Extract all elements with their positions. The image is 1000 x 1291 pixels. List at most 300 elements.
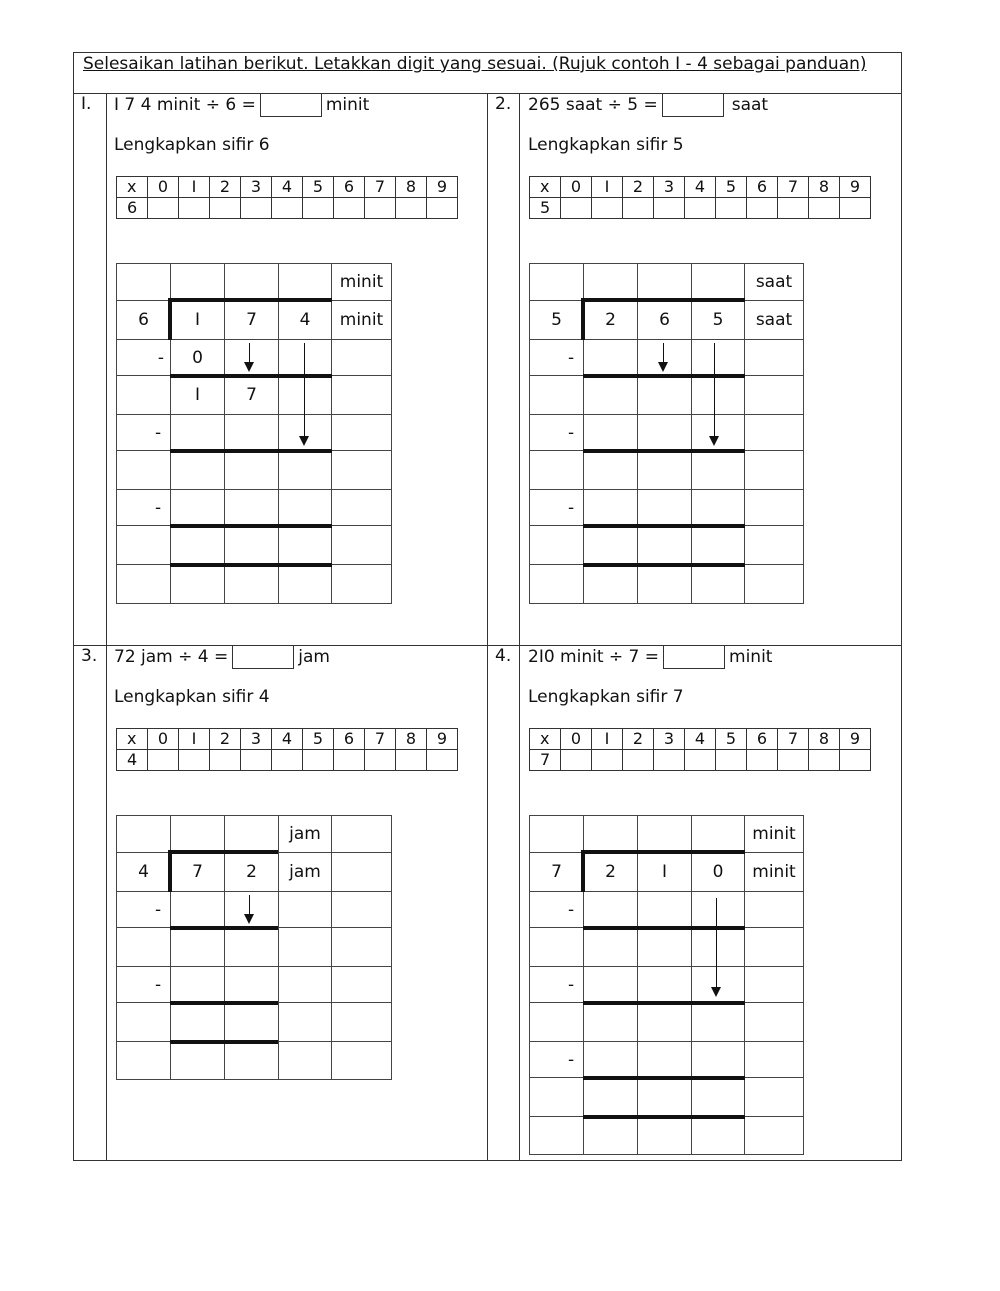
table-answer-cell[interactable] xyxy=(179,198,210,219)
table-header-cell: 3 xyxy=(654,177,685,198)
divisor-cell: 6 xyxy=(116,300,171,340)
table-row-label: 6 xyxy=(117,198,148,219)
table-header-cell: 7 xyxy=(365,729,396,750)
grid-cell xyxy=(744,927,804,967)
unit-cell: jam xyxy=(278,852,332,892)
table-header-cell: 2 xyxy=(210,177,241,198)
table-header-cell: 5 xyxy=(716,729,747,750)
division-bracket xyxy=(168,298,332,302)
answer-box[interactable] xyxy=(662,93,724,117)
table-answer-cell[interactable] xyxy=(303,198,334,219)
dividend-digit: 5 xyxy=(691,300,745,340)
grid-cell xyxy=(331,414,392,451)
table-header-cell: 6 xyxy=(334,729,365,750)
grid-cell xyxy=(529,564,584,604)
work-cell[interactable] xyxy=(637,927,692,967)
unit-label: jam xyxy=(298,647,330,667)
table-header-cell: x xyxy=(530,729,561,750)
work-cell[interactable] xyxy=(170,414,225,451)
work-cell[interactable] xyxy=(691,1116,745,1155)
table-answer-cell[interactable] xyxy=(809,750,840,771)
table-header-cell: 9 xyxy=(840,177,871,198)
work-cell[interactable] xyxy=(278,339,332,376)
work-cell[interactable] xyxy=(637,891,692,928)
table-answer-cell[interactable] xyxy=(840,198,871,219)
work-cell[interactable] xyxy=(637,525,692,565)
grid-cell xyxy=(116,927,171,967)
table-header-cell: 9 xyxy=(427,729,458,750)
subtraction-line xyxy=(583,926,745,930)
grid-cell xyxy=(278,1002,332,1042)
work-cell[interactable] xyxy=(637,489,692,526)
subtraction-line xyxy=(170,374,332,378)
work-cell[interactable] xyxy=(278,525,332,565)
unit-cell: saat xyxy=(744,300,804,340)
grid-cell xyxy=(529,1077,584,1117)
quotient-cell[interactable] xyxy=(224,815,279,853)
table-header-cell: 8 xyxy=(809,729,840,750)
work-cell[interactable] xyxy=(170,489,225,526)
question-equation xyxy=(528,645,772,669)
work-cell[interactable] xyxy=(637,414,692,451)
table-instruction: Lengkapkan sifir 5 xyxy=(528,135,684,155)
divisor-cell: 5 xyxy=(529,300,584,340)
work-cell[interactable] xyxy=(170,1041,225,1080)
table-header-cell: x xyxy=(530,177,561,198)
work-cell[interactable] xyxy=(583,489,638,526)
table-answer-cell[interactable] xyxy=(685,750,716,771)
work-cell[interactable] xyxy=(583,1041,638,1078)
unit-cell: saat xyxy=(744,263,804,301)
work-cell[interactable] xyxy=(691,564,745,604)
subtraction-line xyxy=(583,524,745,528)
work-cell[interactable] xyxy=(170,891,225,928)
table-answer-cell[interactable] xyxy=(210,198,241,219)
table-header-cell: 0 xyxy=(148,177,179,198)
quotient-cell[interactable] xyxy=(224,263,279,301)
table-answer-cell[interactable] xyxy=(334,198,365,219)
work-cell[interactable] xyxy=(583,414,638,451)
work-cell[interactable] xyxy=(278,450,332,490)
grid-cell xyxy=(278,891,332,928)
work-cell[interactable] xyxy=(637,966,692,1003)
grid-cell xyxy=(529,1116,584,1155)
work-cell[interactable] xyxy=(691,525,745,565)
quotient-cell[interactable] xyxy=(278,263,332,301)
division-bracket xyxy=(581,298,745,302)
table-answer-cell[interactable] xyxy=(778,750,809,771)
work-cell[interactable] xyxy=(583,375,638,415)
minus-sign: - xyxy=(116,966,171,1003)
subtraction-line xyxy=(583,1001,745,1005)
quotient-cell[interactable] xyxy=(691,263,745,301)
dividend-digit: 2 xyxy=(583,300,638,340)
table-answer-cell[interactable] xyxy=(716,198,747,219)
table-answer-cell[interactable] xyxy=(561,750,592,771)
table-row-label: 7 xyxy=(530,750,561,771)
subtraction-line xyxy=(170,1040,278,1044)
grid-cell xyxy=(744,1041,804,1078)
grid-cell xyxy=(331,375,392,415)
grid-cell xyxy=(331,489,392,526)
work-cell[interactable] xyxy=(691,966,745,1003)
table-answer-cell[interactable] xyxy=(210,750,241,771)
minus-sign: - xyxy=(116,891,171,928)
table-instruction: Lengkapkan sifir 4 xyxy=(114,687,270,707)
work-cell[interactable] xyxy=(224,450,279,490)
divisor-cell: 7 xyxy=(529,852,584,892)
work-cell[interactable] xyxy=(170,564,225,604)
work-cell[interactable] xyxy=(583,1116,638,1155)
grid-cell xyxy=(331,339,392,376)
table-answer-cell[interactable] xyxy=(148,750,179,771)
minus-sign: - xyxy=(529,1041,584,1078)
minus-sign: - xyxy=(529,489,584,526)
table-header-cell: 4 xyxy=(685,177,716,198)
multiplication-table xyxy=(529,176,871,219)
work-cell[interactable] xyxy=(170,927,225,967)
work-cell[interactable] xyxy=(278,375,332,415)
table-answer-cell[interactable] xyxy=(241,750,272,771)
grid-cell xyxy=(744,414,804,451)
unit-label: minit xyxy=(325,95,370,115)
subtraction-line xyxy=(170,524,332,528)
work-cell[interactable]: 7 xyxy=(224,375,279,415)
table-header-cell: 5 xyxy=(303,177,334,198)
grid-cell xyxy=(744,1116,804,1155)
table-header-cell: 6 xyxy=(334,177,365,198)
grid-cell xyxy=(744,489,804,526)
grid-cell xyxy=(331,1041,392,1080)
grid-cell xyxy=(331,927,392,967)
work-cell[interactable] xyxy=(637,564,692,604)
dividend-digit: 7 xyxy=(170,852,225,892)
dividend-digit: 0 xyxy=(691,852,745,892)
work-cell[interactable] xyxy=(583,339,638,376)
table-header-cell: 2 xyxy=(210,729,241,750)
work-cell[interactable] xyxy=(691,891,745,928)
dividend-digit: I xyxy=(637,852,692,892)
table-answer-cell[interactable] xyxy=(334,750,365,771)
subtraction-line xyxy=(583,563,745,567)
grid-cell xyxy=(116,450,171,490)
table-answer-cell[interactable] xyxy=(623,750,654,771)
table-answer-cell[interactable] xyxy=(396,750,427,771)
grid-cell xyxy=(278,1041,332,1080)
minus-sign: - xyxy=(529,414,584,451)
grid-cell xyxy=(331,852,392,892)
unit-label: saat xyxy=(731,95,769,115)
grid-cell xyxy=(529,525,584,565)
table-header-cell: 7 xyxy=(778,729,809,750)
unit-cell: minit xyxy=(744,852,804,892)
grid-cell xyxy=(116,815,171,853)
table-row-label: 4 xyxy=(117,750,148,771)
quotient-cell[interactable] xyxy=(583,815,638,853)
bring-down-arrow-icon xyxy=(249,895,250,922)
grid-cell xyxy=(116,564,171,604)
answer-box[interactable] xyxy=(232,645,294,669)
work-cell[interactable] xyxy=(583,1077,638,1117)
work-cell[interactable] xyxy=(583,450,638,490)
subtraction-line xyxy=(583,1115,745,1119)
work-cell[interactable] xyxy=(224,966,279,1003)
division-bracket xyxy=(168,852,172,892)
table-header-cell: 0 xyxy=(148,729,179,750)
minus-sign: - xyxy=(116,414,171,451)
grid-cell xyxy=(331,525,392,565)
table-answer-cell[interactable] xyxy=(272,750,303,771)
table-header-cell: 5 xyxy=(716,177,747,198)
equation-text: 72 jam ÷ 4 = xyxy=(114,647,229,667)
grid-cell xyxy=(529,263,584,301)
work-cell[interactable] xyxy=(583,564,638,604)
work-cell[interactable] xyxy=(583,891,638,928)
table-header-cell: 4 xyxy=(685,729,716,750)
table-row-label: 5 xyxy=(530,198,561,219)
subtraction-line xyxy=(170,449,332,453)
table-answer-cell[interactable] xyxy=(747,750,778,771)
grid-cell xyxy=(529,450,584,490)
work-cell[interactable] xyxy=(278,489,332,526)
table-answer-cell[interactable] xyxy=(747,198,778,219)
table-answer-cell[interactable] xyxy=(623,198,654,219)
bring-down-arrow-icon xyxy=(249,343,250,370)
table-answer-cell[interactable] xyxy=(272,198,303,219)
work-cell[interactable] xyxy=(691,927,745,967)
grid-cell xyxy=(331,891,392,928)
table-answer-cell[interactable] xyxy=(685,198,716,219)
table-answer-cell[interactable] xyxy=(809,198,840,219)
question-equation xyxy=(114,645,330,669)
table-header-cell: 4 xyxy=(272,177,303,198)
work-cell[interactable]: I xyxy=(170,375,225,415)
work-cell[interactable] xyxy=(691,1002,745,1042)
subtraction-line xyxy=(583,1076,745,1080)
multiplication-table xyxy=(529,728,871,771)
grid-cell xyxy=(529,815,584,853)
grid-cell xyxy=(744,525,804,565)
grid-cell xyxy=(744,339,804,376)
table-header-cell: 6 xyxy=(747,729,778,750)
grid-cell xyxy=(278,966,332,1003)
work-cell[interactable] xyxy=(691,450,745,490)
table-answer-cell[interactable] xyxy=(654,750,685,771)
question-number: I. xyxy=(81,94,92,114)
table-header-cell: 8 xyxy=(396,729,427,750)
grid-cell xyxy=(278,927,332,967)
work-cell[interactable] xyxy=(224,564,279,604)
table-header-cell: 9 xyxy=(840,729,871,750)
grid-cell xyxy=(529,927,584,967)
grid-cell xyxy=(529,375,584,415)
work-cell[interactable] xyxy=(583,1002,638,1042)
table-answer-cell[interactable] xyxy=(840,750,871,771)
divider xyxy=(487,93,488,1161)
table-header-cell: 3 xyxy=(241,177,272,198)
work-cell[interactable] xyxy=(637,1077,692,1117)
subtraction-line xyxy=(170,563,332,567)
table-answer-cell[interactable] xyxy=(396,198,427,219)
grid-cell xyxy=(744,450,804,490)
dividend-digit: 2 xyxy=(583,852,638,892)
work-cell[interactable] xyxy=(691,489,745,526)
work-cell[interactable] xyxy=(224,1041,279,1080)
table-header-cell: x xyxy=(117,177,148,198)
work-cell[interactable] xyxy=(170,966,225,1003)
minus-sign: - xyxy=(529,966,584,1003)
table-answer-cell[interactable] xyxy=(179,750,210,771)
table-instruction: Lengkapkan sifir 7 xyxy=(528,687,684,707)
table-header-cell: 9 xyxy=(427,177,458,198)
grid-cell xyxy=(116,1002,171,1042)
division-bracket xyxy=(581,300,585,340)
table-answer-cell[interactable] xyxy=(365,198,396,219)
minus-sign: - xyxy=(529,891,584,928)
quotient-cell[interactable] xyxy=(691,815,745,853)
work-cell[interactable] xyxy=(637,450,692,490)
answer-box[interactable] xyxy=(260,93,322,117)
work-cell[interactable] xyxy=(637,375,692,415)
work-cell[interactable] xyxy=(583,525,638,565)
question-number: 4. xyxy=(495,646,512,666)
work-cell[interactable] xyxy=(691,375,745,415)
minus-sign: - xyxy=(529,339,584,376)
quotient-cell[interactable] xyxy=(637,815,692,853)
table-header-cell: 2 xyxy=(623,729,654,750)
table-instruction: Lengkapkan sifir 6 xyxy=(114,135,270,155)
table-answer-cell[interactable] xyxy=(592,750,623,771)
work-cell[interactable] xyxy=(637,1116,692,1155)
quotient-cell[interactable] xyxy=(170,815,225,853)
table-header-cell: I xyxy=(179,177,210,198)
grid-cell xyxy=(331,815,392,853)
work-cell[interactable] xyxy=(224,1002,279,1042)
subtraction-line xyxy=(583,449,745,453)
unit-cell: jam xyxy=(278,815,332,853)
grid-cell xyxy=(331,1002,392,1042)
table-header-cell: 8 xyxy=(396,177,427,198)
multiplication-table xyxy=(116,176,458,219)
subtraction-line xyxy=(583,374,745,378)
table-answer-cell[interactable] xyxy=(241,198,272,219)
table-header-cell: 6 xyxy=(747,177,778,198)
dividend-digit: 7 xyxy=(224,300,279,340)
unit-cell: minit xyxy=(331,300,392,340)
grid-cell xyxy=(744,564,804,604)
work-cell[interactable]: 0 xyxy=(170,339,225,376)
table-answer-cell[interactable] xyxy=(427,750,458,771)
division-bracket xyxy=(581,852,585,892)
minus-sign: - xyxy=(116,489,171,526)
subtraction-line xyxy=(170,926,278,930)
grid-cell xyxy=(744,1002,804,1042)
dividend-digit: 6 xyxy=(637,300,692,340)
work-cell[interactable] xyxy=(224,489,279,526)
work-cell[interactable] xyxy=(583,927,638,967)
grid-cell xyxy=(744,1077,804,1117)
question-number: 2. xyxy=(495,94,512,114)
work-cell[interactable] xyxy=(583,966,638,1003)
work-cell[interactable] xyxy=(637,1002,692,1042)
multiplication-table xyxy=(116,728,458,771)
work-cell[interactable] xyxy=(224,414,279,451)
table-header-cell: 4 xyxy=(272,729,303,750)
work-cell[interactable] xyxy=(170,450,225,490)
divider xyxy=(519,93,520,1161)
table-header-cell: I xyxy=(592,729,623,750)
bring-down-arrow-icon xyxy=(304,343,305,444)
answer-box[interactable] xyxy=(663,645,725,669)
equation-text: I 7 4 minit ÷ 6 = xyxy=(114,95,256,115)
quotient-cell[interactable] xyxy=(170,263,225,301)
work-cell[interactable] xyxy=(691,339,745,376)
table-answer-cell[interactable] xyxy=(303,750,334,771)
table-header-cell: 2 xyxy=(623,177,654,198)
table-answer-cell[interactable] xyxy=(365,750,396,771)
question-number: 3. xyxy=(81,646,98,666)
table-header-cell: 7 xyxy=(365,177,396,198)
work-cell[interactable] xyxy=(691,1041,745,1078)
unit-cell: minit xyxy=(744,815,804,853)
division-bracket xyxy=(168,850,278,854)
work-cell[interactable] xyxy=(224,525,279,565)
unit-label: minit xyxy=(729,647,773,667)
work-cell[interactable] xyxy=(224,927,279,967)
work-cell[interactable] xyxy=(637,1041,692,1078)
division-bracket xyxy=(581,850,745,854)
table-answer-cell[interactable] xyxy=(561,198,592,219)
grid-cell xyxy=(116,1041,171,1080)
grid-cell xyxy=(744,966,804,1003)
work-cell[interactable] xyxy=(170,1002,225,1042)
table-answer-cell[interactable] xyxy=(654,198,685,219)
work-cell[interactable] xyxy=(691,1077,745,1117)
table-answer-cell[interactable] xyxy=(778,198,809,219)
equation-text: 265 saat ÷ 5 = xyxy=(528,95,658,115)
grid-cell xyxy=(331,966,392,1003)
table-answer-cell[interactable] xyxy=(148,198,179,219)
work-cell[interactable] xyxy=(170,525,225,565)
table-header-cell: 3 xyxy=(241,729,272,750)
dividend-digit: 2 xyxy=(224,852,279,892)
grid-cell xyxy=(744,375,804,415)
bring-down-arrow-icon xyxy=(716,898,717,995)
bring-down-arrow-icon xyxy=(663,343,664,370)
table-answer-cell[interactable] xyxy=(592,198,623,219)
bring-down-arrow-icon xyxy=(714,343,715,444)
quotient-cell[interactable] xyxy=(637,263,692,301)
division-bracket xyxy=(168,300,172,340)
table-header-cell: I xyxy=(179,729,210,750)
unit-cell: minit xyxy=(331,263,392,301)
table-header-cell: 7 xyxy=(778,177,809,198)
work-cell[interactable] xyxy=(278,564,332,604)
grid-cell xyxy=(744,891,804,928)
quotient-cell[interactable] xyxy=(583,263,638,301)
divisor-cell: 4 xyxy=(116,852,171,892)
dividend-digit: I xyxy=(170,300,225,340)
grid-cell xyxy=(116,375,171,415)
table-header-cell: 0 xyxy=(561,729,592,750)
grid-cell xyxy=(116,263,171,301)
grid-cell xyxy=(331,564,392,604)
table-answer-cell[interactable] xyxy=(716,750,747,771)
grid-cell xyxy=(529,1002,584,1042)
table-header-cell: 3 xyxy=(654,729,685,750)
table-answer-cell[interactable] xyxy=(427,198,458,219)
question-equation xyxy=(114,93,369,117)
